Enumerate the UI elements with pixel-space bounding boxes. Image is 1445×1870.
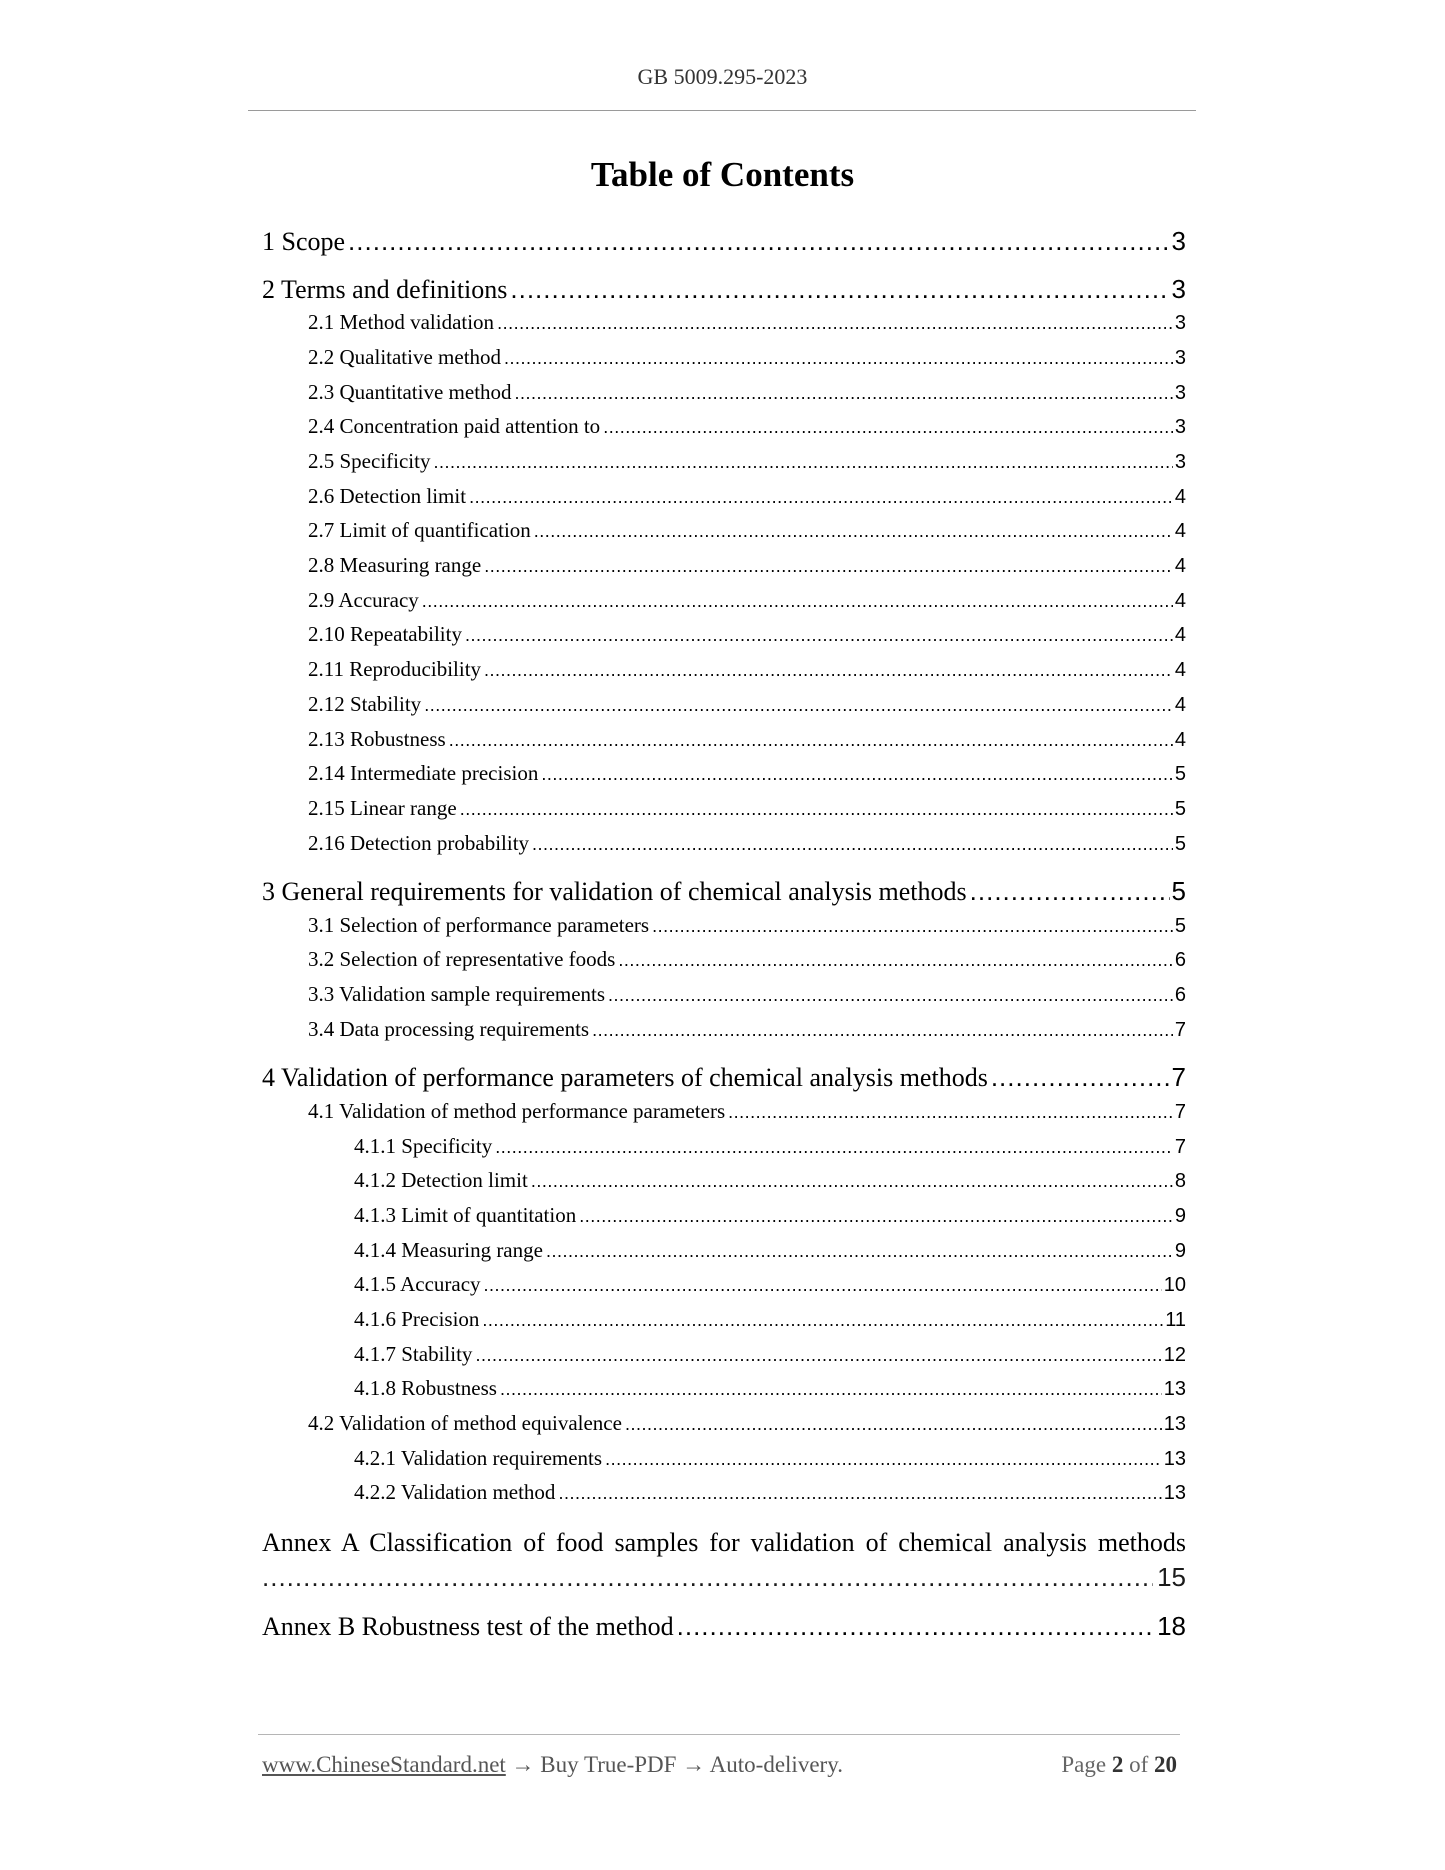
- toc-entry-3-3[interactable]: 3.3 Validation sample requirements ..... 6: [308, 982, 1186, 1007]
- toc-entry-4[interactable]: 4 Validation of performance parameters of chemical analysis methods ..... 7: [262, 1062, 1186, 1093]
- toc-entry-4-1-4[interactable]: 4.1.4 Measuring range ..... 9: [354, 1238, 1186, 1263]
- toc-entry-4-1-6[interactable]: 4.1.6 Precision ..... 11: [354, 1307, 1186, 1332]
- toc-entry-2-6[interactable]: 2.6 Detection limit ..... 4: [308, 484, 1186, 509]
- toc-entry-2-10[interactable]: 2.10 Repeatability ..... 4: [308, 622, 1186, 647]
- toc-annex-a-leader: [262, 1562, 1186, 1593]
- total-pages: 20: [1154, 1752, 1177, 1777]
- toc-entry-2-1[interactable]: 2.1 Method validation ..... 3: [308, 310, 1186, 335]
- toc-entry-2-2[interactable]: 2.2 Qualitative method ..... 3: [308, 345, 1186, 370]
- toc-entry-4-1-7[interactable]: 4.1.7 Stability ..... 12: [354, 1342, 1186, 1367]
- website-link[interactable]: www.ChineseStandard.net: [262, 1752, 506, 1777]
- toc-entry-4-2-1[interactable]: 4.2.1 Validation requirements ..... 13: [354, 1446, 1186, 1471]
- toc-entry-4-1-2[interactable]: 4.1.2 Detection limit ..... 8: [354, 1168, 1186, 1193]
- arrow-icon: →: [511, 1752, 535, 1777]
- toc-entry-2-13[interactable]: 2.13 Robustness ..... 4: [308, 727, 1186, 752]
- toc-entry-4-1[interactable]: 4.1 Validation of method performance parameters ..... 7: [308, 1099, 1186, 1124]
- toc-entry-3-2[interactable]: 3.2 Selection of representative foods ..... 6: [308, 947, 1186, 972]
- toc-entry-2-4[interactable]: 2.4 Concentration paid attention to ..... 3: [308, 414, 1186, 439]
- toc-entry-2-3[interactable]: 2.3 Quantitative method ..... 3: [308, 380, 1186, 405]
- auto-delivery-text: Auto-delivery.: [709, 1752, 843, 1777]
- toc-entry-2-15[interactable]: 2.15 Linear range ..... 5: [308, 796, 1186, 821]
- toc-annex-a-label: Annex A Classification of food samples for validation of chemical analysis methods: [262, 1528, 1186, 1557]
- toc-entry-2-14[interactable]: 2.14 Intermediate precision ..... 5: [308, 761, 1186, 786]
- header-divider: [248, 110, 1196, 111]
- toc-entry-4-1-5[interactable]: 4.1.5 Accuracy ..... 10: [354, 1272, 1186, 1297]
- toc-entry-2-16[interactable]: 2.16 Detection probability ..... 5: [308, 831, 1186, 856]
- toc-entry-2-12[interactable]: 2.12 Stability ..... 4: [308, 692, 1186, 717]
- toc-entry-2[interactable]: 2 Terms and definitions ..... 3: [262, 274, 1186, 305]
- toc-entry-3-1[interactable]: 3.1 Selection of performance parameters ..... 5: [308, 913, 1186, 938]
- toc-entry-2-9[interactable]: 2.9 Accuracy ..... 4: [308, 588, 1186, 613]
- footer-promo: [262, 1752, 843, 1778]
- toc-entry-2-5[interactable]: 2.5 Specificity ..... 3: [308, 449, 1186, 474]
- current-page: 2: [1111, 1752, 1124, 1777]
- toc-annex-a-page: 15: [1157, 1562, 1186, 1592]
- arrow-icon: →: [682, 1752, 706, 1777]
- toc-entry-4-1-8[interactable]: 4.1.8 Robustness ..... 13: [354, 1376, 1186, 1401]
- page-title: Table of Contents: [590, 155, 855, 194]
- toc-entry-4-2[interactable]: 4.2 Validation of method equivalence ..... 13: [308, 1411, 1186, 1436]
- toc-entry-4-1-1[interactable]: 4.1.1 Specificity ..... 7: [354, 1134, 1186, 1159]
- buy-pdf-text: Buy True-PDF: [540, 1752, 677, 1777]
- toc-entry-2-7[interactable]: 2.7 Limit of quantification ..... 4: [308, 518, 1186, 543]
- toc-entry-4-1-3[interactable]: 4.1.3 Limit of quantitation ..... 9: [354, 1203, 1186, 1228]
- footer-divider: [258, 1734, 1180, 1735]
- toc-entry-3[interactable]: 3 General requirements for validation of chemical analysis methods ..... 5: [262, 876, 1186, 907]
- toc-entry-3-4[interactable]: 3.4 Data processing requirements ..... 7: [308, 1017, 1186, 1042]
- page-number: Page 2 of 20: [1061, 1752, 1177, 1777]
- toc-entry-2-11[interactable]: 2.11 Reproducibility ..... 4: [308, 657, 1186, 682]
- toc-entry-annex-b[interactable]: Annex B Robustness test of the method ..... 18: [262, 1611, 1186, 1642]
- toc-entry-2-8[interactable]: 2.8 Measuring range ..... 4: [308, 553, 1186, 578]
- document-code-header: GB 5009.295-2023: [637, 64, 808, 89]
- toc-entry-4-2-2[interactable]: 4.2.2 Validation method ..... 13: [354, 1480, 1186, 1505]
- toc-entry-1[interactable]: 1 Scope ..... 3: [262, 226, 1186, 257]
